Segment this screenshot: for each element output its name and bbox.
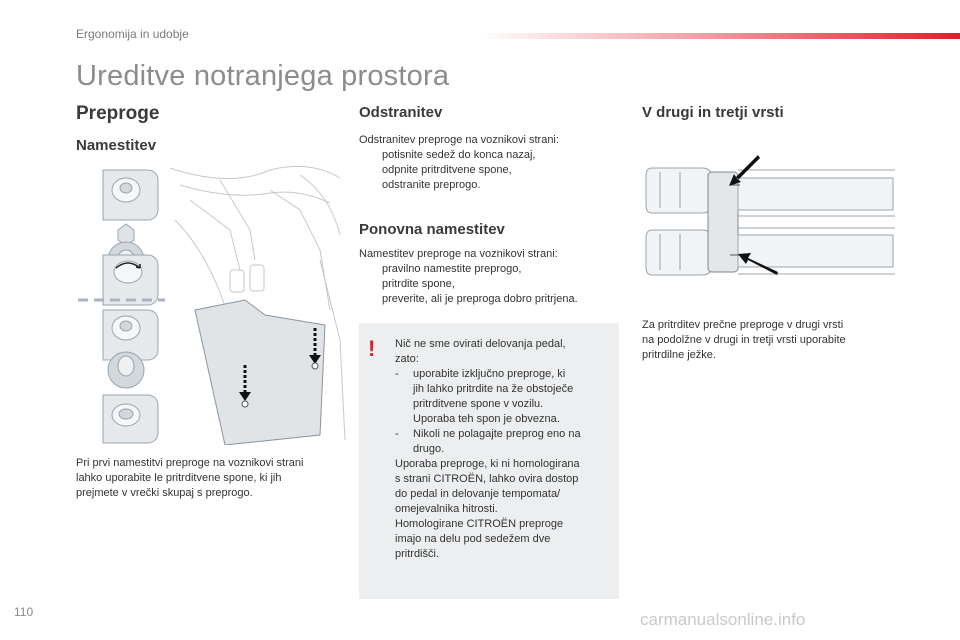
heading-removal: Odstranitev xyxy=(359,104,443,121)
heading-refitting: Ponovna namestitev xyxy=(359,221,505,238)
warning-points xyxy=(395,367,611,457)
warning-exclamation-icon: ! xyxy=(368,336,376,361)
clip-detail-panel-1 xyxy=(103,170,158,220)
list-item: pritrdite spone, xyxy=(382,278,455,290)
removal-instructions: Odstranitev preproge na voznikovi strani: potisnite sedež do konca nazaj, odpnite pritrditvene spone, odstranite preprogo. xyxy=(359,133,619,193)
fitting-caption: Pri prvi namestitvi preproge na voznikovi strani lahko uporabite le pritrditvene spone, ki jih prejmete v vrečki skupaj s preprogo. xyxy=(76,457,304,499)
seat-upper xyxy=(646,168,712,213)
page-title: Ureditve notranjega prostora xyxy=(76,60,450,92)
longitudinal-mats xyxy=(738,170,895,274)
removal-steps xyxy=(359,148,619,193)
clip-knob-2 xyxy=(108,352,144,388)
clip-detail-panel-4 xyxy=(103,395,158,443)
refitting-steps xyxy=(359,262,619,307)
list-item: - uporabite izključno preproge, ki jih lahko pritrdite na že obstoječe pritrditvene spone v vozilu. Uporaba teh spon je obvezna. xyxy=(395,368,574,425)
list-item: pravilno namestite preprogo, xyxy=(382,263,522,275)
list-item: potisnite sedež do konca nazaj, xyxy=(382,149,536,161)
page-number: 110 xyxy=(14,605,34,619)
section-heading-carpets: Preproge xyxy=(76,103,160,124)
section-header: Ergonomija in udobje xyxy=(76,27,189,41)
refitting-instructions: Namestitev preproge na voznikovi strani: pravilno namestite preprogo, pritrdite spone, preverite, ali je preproga dobro pritrjena. xyxy=(359,247,619,307)
floor-mat xyxy=(195,300,325,445)
heading-second-third-row: V drugi in tretji vrsti xyxy=(642,104,784,121)
warning-text: Nič ne sme ovirati delovanja pedal, zato: - uporabite izključno preproge, ki jih lahko pritrdite na že obstoječe pritrditvene spone v vozilu. Uporaba teh spon je obvezna. - Nikoli ne polagajte preprog eno na drugo. Uporaba preproge, ki ni homologirana s strani CITROËN, lahko ovira dostop do pedal in delovanje tempomata/ omejevalnika hitrosti. Homologirane CITROËN preproge imajo na delu pod sedežem dve pritrdišči. xyxy=(395,337,611,562)
rear-rows-mat-illustration xyxy=(640,150,900,285)
list-item: - Nikoli ne polagajte preprog eno na drugo. xyxy=(395,428,581,455)
list-item: odpnite pritrditvene spone, xyxy=(382,164,512,176)
watermark: carmanualsonline.info xyxy=(640,610,806,629)
second-third-row-caption: Za pritrditev prečne preproge v drugi vrsti na podolžne v drugi in tretji vrsti uporabite pritrdilne ježke. xyxy=(642,319,846,361)
subheading-fitting: Namestitev xyxy=(76,137,157,154)
floor-mat-fitting-illustration xyxy=(70,160,350,445)
transverse-mat xyxy=(708,172,738,272)
clip-detail-panel-2 xyxy=(103,255,158,305)
list-item: preverite, ali je preproga dobro pritrjena. xyxy=(382,293,578,305)
header-accent-bar xyxy=(480,33,960,39)
seat-lower xyxy=(646,230,712,275)
list-item: odstranite preprogo. xyxy=(382,179,481,191)
